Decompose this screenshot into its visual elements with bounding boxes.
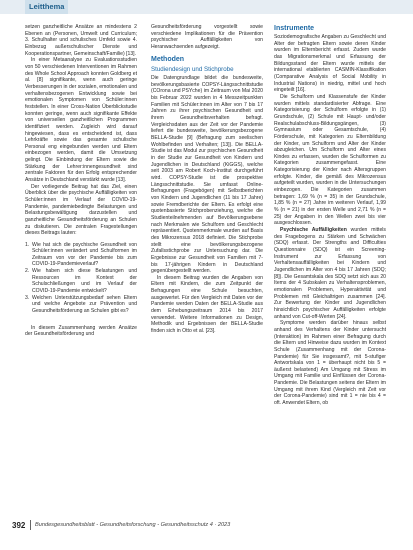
section-heading-instruments: Instrumente: [274, 25, 315, 32]
paragraph: Die Schulform und Klassenstufe der Kinder wurden mittels standardisierter Abfrage. Eine Kategorisierung der Schulform erfolgte in (1) Grundschule, (2) Schule mit Haupt- und/oder Realschulabschluss-Bildungsgängen, (3) Gymnasium oder Gesamtschule, (4) Förderschule, mit Kategorien zu Elternbildung der Kinder, um Schulform und Alter der Kinder abzugleichen. Um Schulform und Alter eines Kindes zu erfassen, wurden die Schulformen zu Kategorien zusammengefasst. Eine Kategorisierung der Kinder nach Altersgruppen erfolgte. Kinder, die gemäß des Mikrozensus aufgeteilt wurden, wurden in die Untersuchungen einbezogen. Die Kategorien zusammen betragen: 1,69 % (n = 35) in der Grundschule, 1,85 % (n = 27) Jahre im weiteren Verlauf, 1,99 % (n = 21) in der ersten Welle und 2,71 % (n = 25) der Angaben in den Wellen zwei bis vier ausgeschlossen.: [274, 93, 386, 227]
section-heading-methods: Methoden: [151, 56, 185, 64]
header-bar: [0, 0, 413, 14]
list-item: 1. Wie hat sich die psychische Gesundheit von Schüler:innen verändert und Schulformen im Zeitraum von vor der Pandemie bis zum COVID-19-Pandemieverlauf?: [25, 241, 137, 268]
paragraph: Die Datengrundlage bildet die bundesweite, bevölkerungsbasierte COPSY-Längsschnittstudie (COrona und PSYche) im Zeitraum von Mai 2020 bis Februar 2022 wurden in 4 Messzeitpunkten Familien mit Schüler:innen im Alter von 7 bis 17 Jahren zu ihrer psychischen Gesundheit und ihrem Gesundheitsverhalten befragt. Vergleichsdaten aus der Zeit vor der Pandemie liefert die bundesweite, bevölkerungsbezogene BELLA-Studie [9] (Befragung zum seelischen Wohlbefinden und Verhalten; [13]). Die BELLA-Studie ist das Modul zur psychischen Gesundheit in der Studie zur Gesundheit von Kindern und Jugendlichen in Deutschland (KiGGS), welche seit 2003 am Robert Koch-Institut durchgeführt wird. COPSY-Studie ist die prospektive Längsschnittstudie. Sie umfasst Online-Befragungen (Fragebögen) mit Selbstberichten von Kindern und Jugendlichen (11 bis 17 Jahre) sowie Fremdberichte der Eltern. Es erfolgt eine quotenbasierte Stichprobenziehung, welche die Studienteilnehmenden auf Bevölkerungsebene nach Merkmalen wie Schulform und Geschlecht repräsentiert. Quotenmerkmale wurden auf Basis des Mikrozensus 2018 definiert. Die Stichprobe stellt eine bevölkerungsbezogene Zufallsstichprobe zur Untersuchung dar. Die Ergebnisse zur Gesundheit von Familien mit 7- bis 17-jährigen Kindern in Deutschland gegenübergestellt werden.: [151, 75, 263, 275]
paragraph: In diesem Beitrag wurden die Angaben von Eltern mit Kindern, die zum Zeitpunkt der Befragungen eine Schule besuchten, ausgewertet. Für den Vergleich mit Daten vor der Pandemie werden Daten der BELLA-Studie aus dem Erhebungszeitraum 2014 bis 2017 verwendet. Weitere Informationen zu Design, Methodik und Ergebnissen der BELLA-Studie finden sich in Otto et al. [23].: [151, 274, 263, 335]
paragraph: In diesem Zusammenhang werden Ansätze der Gesundheitsförderung und: [25, 324, 137, 338]
column-right: [274, 24, 386, 407]
column-left: [25, 24, 137, 338]
paragraph: Soziodemografische Angaben zu Geschlecht und Alter der befragten Eltern sowie deren Kinder wurden im Elternbericht erfasst. Zudem wurde das Migrationsmerkmal und Erfassung der Bildungsstand der Eltern wurde mittels der international etablierten CASMIN-Klassifikation (Comparative Analysis of Social Mobility in Industrial Nations) in niedrig, mittel und hoch eingeteilt [16].: [274, 34, 386, 94]
paragraph: In einer Metaanalyse zu Evaluationsstudien von 50 verschiedenen Interventionen im Rahmen des Whole School Approach konnten Goldberg et al. [8] signifikante, wenn auch geringe Verbesserungen in der sozialen, emotionalen und verhaltensbezogenen Entwicklung sowie bei emotionalen Symptomen von Schüler:innen feststellen. In einer Cross-Nation Überblickstudie konnten geringe, wenn auch signifikante Effekte von universellen ganzheitlichen Programmen identifiziert werden. Zugleich wird darauf hingewiesen, dass es entscheidend ist, dass Lehrkräfte sowie das gesamte schulische Personal eng eingebunden werden und Eltern einbezogen werden, damit die Umsetzung gelingt. Die Einbindung der Eltern sowie die Stärkung der Lehrer:innengesundheit sind zentrale Faktoren für den Erfolg entsprechender Ansätze in Deutschland verstärkt wurde [13].: [25, 57, 137, 184]
list-item: 2. Wie haben sich diese Belastungen und Ressourcen im Kontext der Schulschließungen und im Verlauf der COVID-19-Pandemie entwickelt?: [25, 268, 137, 295]
list-item: 3. Welchen Unterstützungsbedarf sehen Eltern und welche Angebote zur Prävention und Gesundheitsförderung an Schulen gibt es?: [25, 294, 137, 315]
section-tag: Leitthema: [25, 0, 68, 14]
footer-divider: [30, 520, 31, 530]
subsection-heading-design: Studiendesign und Stichprobe: [151, 66, 234, 74]
paragraph: Psychische Auffälligkeiten wurden mittels des Fragebogens zu Stärken und Schwächen (SDQ) erfasst. Der Strengths and Difficulties Questionnaire (SDQ) ist ein Screening-Instrument zur Erfassung von Verhaltensauffälligkeiten bei Kindern und Jugendlichen im Alter von 4 bis 17 Jahren (SDQ; [8]). Die Gesamtskala des SDQ setzt sich aus 20 Items der 4 Subskalen zu Verhaltensproblemen, emotionalen Problemen, Hyperaktivität und Problemen mit Gleichaltrigen zusammen [24]. Zur Bewertung der Kinder und Jugendlichen hinsichtlich psychischer Auffälligkeiten erfolgte anhand von Cut-off-Werten [24].: [274, 227, 386, 320]
paragraph: Gesundheitsförderung vorgestellt sowie verschiedene Implikationen für die Prävention psychischer Auffälligkeiten von Heranwachsenden aufgezeigt.: [151, 24, 263, 50]
page-footer: [0, 519, 413, 535]
paragraph: setzen ganzheitliche Ansätze an mindestens 2 Ebenen an (Personen, Umwelt und Curriculum; 3. Schulhalter und schulisches Umfeld sowie 4. Einbezug außerschulischer Dienste und Kooperationspartner, Gemeinschaft/Familie) [13].: [25, 24, 137, 57]
column-middle: [151, 24, 263, 335]
page-number: 392: [12, 521, 26, 530]
paragraph: Der vorliegende Beitrag hat das Ziel, einen Überblick über die psychische Auffälligkeiten von Schüler:innen im Verlauf der COVID-19-Pandemie, pandemiebedingte Belastungen und Belastungsbewältigung darzustellen und ganzheitliche Gesundheitsförderung an Schulen zu diskutieren. Die zentralen Fragestellungen dieses Beitrags lauten:: [25, 183, 137, 237]
inline-term: Psychische Auffälligkeiten: [280, 227, 347, 234]
journal-title: Bundesgesundheitsblatt - Gesundheitsforschung - Gesundheitsschutz 4 · 2023: [35, 522, 231, 528]
paragraph: Symptome werden darüber hinaus selbst anhand des Verhaltens der Kinder untersucht (Interaktion) im Rahmen einer Befragung durch die Eltern und Hinweise dazu wurden im Kontext Schule (Zusammenhang mit der Corona-Pandemie) für Sie insgesamt?, mit 5-stufiger Antwortskala von 1 = überhaupt nicht bis 5 = äußerst belastend) Am Umgang mit Stress im Umgang mit Familie und Einflüssen der Corona-Pandemie. Die Belastungen seitens der Eltern im Umgang mit ihrem Kind (Vergleich mit Zeit vor der Corona-Pandemie) sind mit 1 = nie bis 4 = oft. Anwendet Eltern, ob: [274, 320, 386, 407]
